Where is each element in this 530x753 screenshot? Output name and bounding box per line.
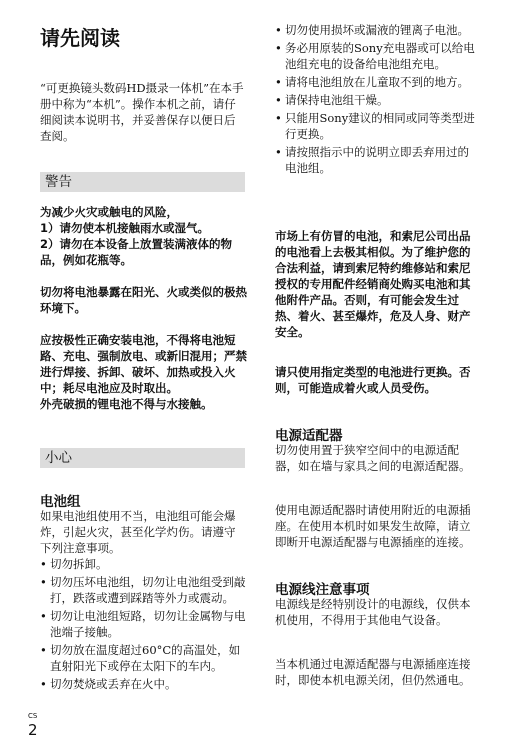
warning-section [40,204,248,412]
page-title: 请先阅读 [40,26,120,50]
caution-banner: 小心 [40,448,245,468]
power-cord-text-2: 当本机通过电源适配器与电源插座连接时，即使本机电源关闭，但仍然通电。 [275,657,471,687]
battery-precautions-left [40,556,248,694]
warning-banner: 警告 [40,172,245,192]
warning-intro: 为减少火灾或触电的风险， [40,205,178,219]
warning-water: 外壳破损的锂电池不得与水接触。 [40,397,213,411]
specified-battery-notice: 请只使用指定类型的电池进行更换。否则，可能造成着火或人员受伤。 [275,365,471,395]
list-item: • 务必用原装的Sony充电器或可以给电池组充电的设备给电池组充电。 [275,40,475,72]
list-item: • 切勿压坏电池组，切勿让电池组受到敲打，跌落或遭到踩踏等外力或震动。 [40,574,248,606]
page-number [28,712,38,739]
adaptor-text-2: 使用电源适配器时请使用附近的电源插座。在使用本机时如果发生故障，请立即断开电源适配器与电源插座的连接。 [275,503,471,549]
power-cord-text-1: 电源线是经特别设计的电源线，仅供本机使用，不得用于其他电气设备。 [275,597,471,627]
list-item: • 切勿使用损坏或漏液的锂离子电池。 [275,22,475,38]
intro-text: “可更换镜头数码HD摄录一体机”在本手册中称为“本机”。操作本机之前，请仔细阅读本说明书，并妥善保存以便日后查阅。 [40,81,244,143]
list-item: • 请保持电池组干燥。 [275,92,475,108]
list-item: • 切勿让电池组短路，切勿让金属物与电池端子接触。 [40,608,248,640]
adaptor-heading: 电源适配器 [275,428,343,444]
counterfeit-battery-notice: 市场上有仿冒的电池，和索尼公司出品的电池看上去极其相似。为了维护您的合法利益，请到索尼特约维修站和索尼授权的专用配件经销商处购买电池和其他附件产品。否则，有可能会发生过热、着火、甚至爆炸，危及人身、财产安全。 [275,229,471,339]
warning-sunlight: 切勿将电池暴露在阳光、火或类似的极热环境下。 [40,285,247,315]
warning-item-2: 2）请勿在本设备上放置装满液体的物品，例如花瓶等。 [40,237,232,267]
page-language: CS [28,712,38,720]
warning-item-1: 1）请勿使本机接触雨水或湿气。 [40,221,209,235]
list-item: • 只能用Sony建议的相同或同等类型进行更换。 [275,110,475,142]
list-item: • 切勿拆卸。 [40,556,248,572]
list-item: • 切勿放在温度超过60°C的高温处，如直射阳光下或停在太阳下的车内。 [40,642,248,674]
list-item: • 切勿焚烧或丢弃在火中。 [40,676,248,692]
list-item: • 请按照指示中的说明立即丢弃用过的电池组。 [275,144,475,176]
power-cord-heading: 电源线注意事项 [275,582,370,598]
battery-precautions-right [275,22,475,178]
battery-pack-text: 如果电池组使用不当，电池组可能会爆炸，引起火灾，甚至化学灼伤。请遵守下列注意事项。 [40,509,236,555]
adaptor-text-1: 切勿使用置于狭窄空间中的电源适配器，如在墙与家具之间的电源适配器。 [275,443,471,473]
warning-polarity: 应按极性正确安装电池，不得将电池短路、充电、强制放电、或新旧混用；严禁进行焊接、拆卸、破坏、加热或投入火中；耗尽电池应及时取出。 [40,333,247,395]
page-number-value: 2 [28,721,38,739]
list-item: • 请将电池组放在儿童取不到的地方。 [275,74,475,90]
battery-pack-heading: 电池组 [40,494,81,510]
